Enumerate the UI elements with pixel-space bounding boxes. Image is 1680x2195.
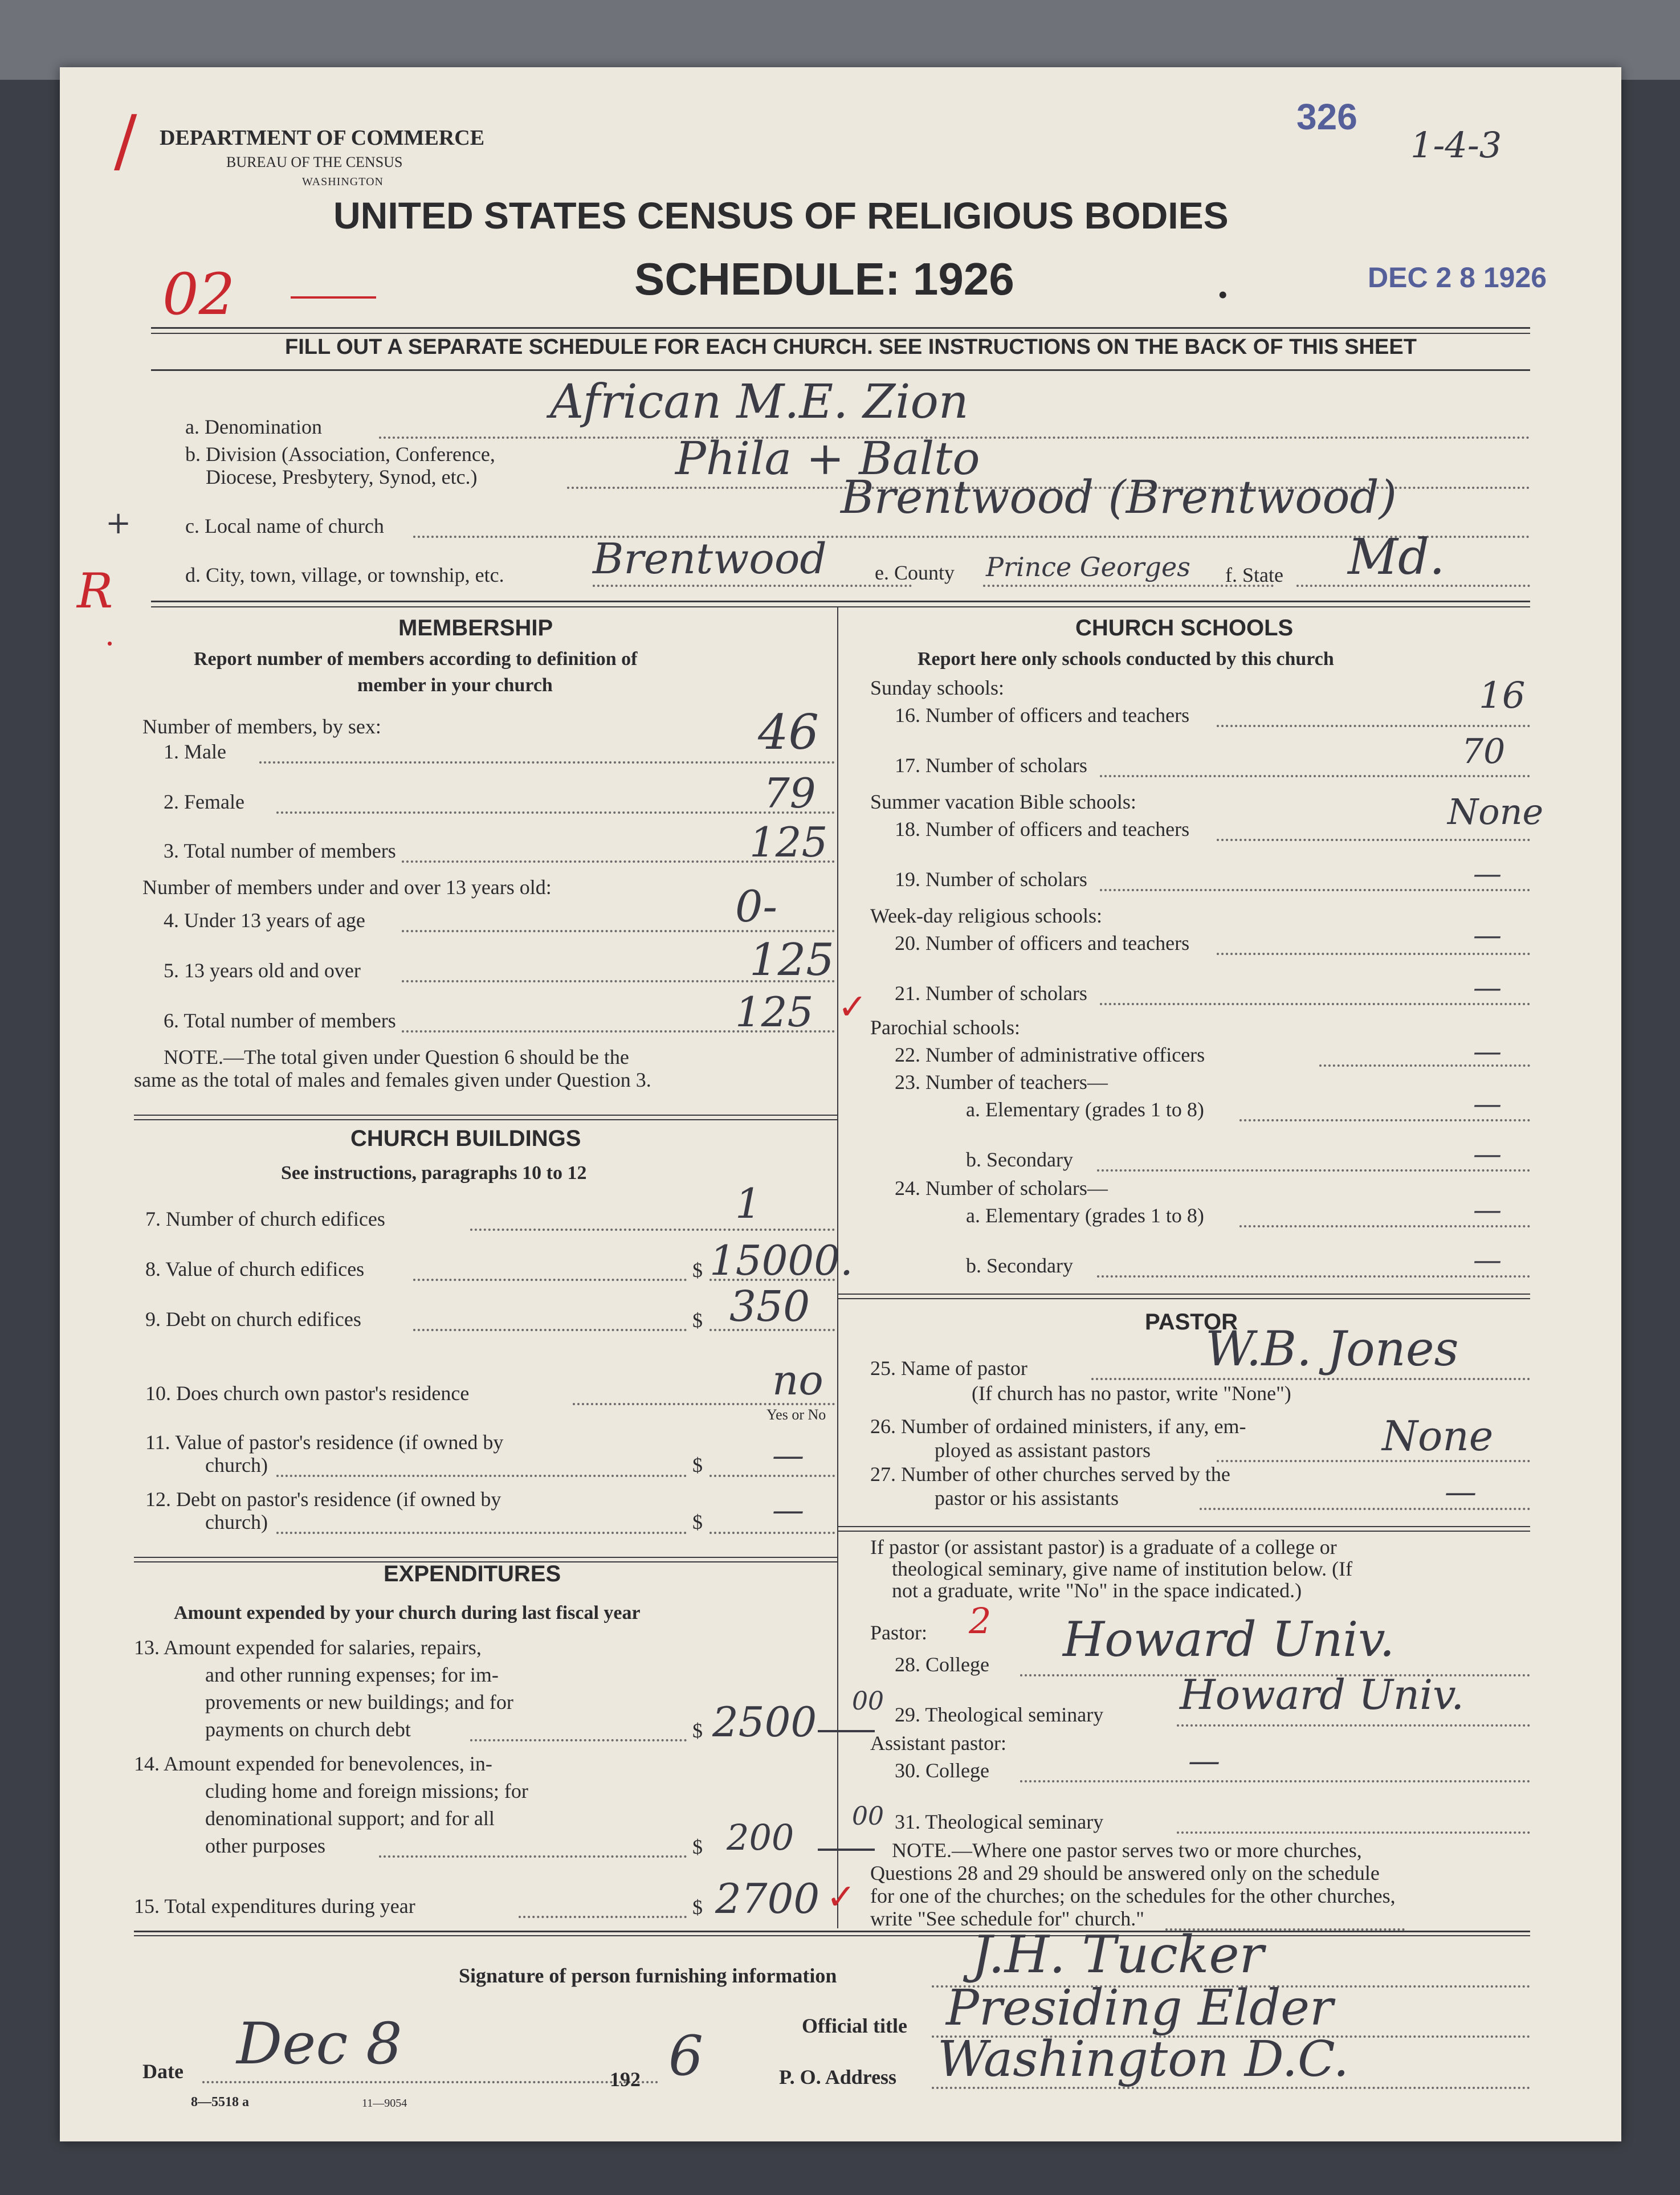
q11-dollar: $ [692,1454,703,1476]
rule-pastor-top-2 [837,1298,1530,1299]
q20-value: — [1473,919,1502,952]
date-value: Dec 8 [236,2010,402,2077]
q30-line [1020,1780,1530,1782]
q13-stroke [818,1730,875,1732]
received-date-stamp: DEC 2 8 1926 [1368,262,1547,293]
q22-label: 22. Number of administrative officers [895,1043,1205,1066]
division-label-2: Diocese, Presbytery, Synod, etc.) [206,466,478,488]
department-label: DEPARTMENT OF COMMERCE [160,126,485,150]
q7-line [470,1229,835,1231]
margin-plus-mark: + [105,505,132,541]
rule-footer-1 [134,1931,1530,1932]
q27-value: — [1445,1474,1477,1511]
q6-check-mark: ✓ [838,988,867,1027]
q25-label: 25. Name of pastor [870,1357,1027,1380]
q14-dollar: $ [692,1835,703,1858]
q26-value: None [1382,1412,1494,1460]
q19-label: 19. Number of scholars [895,868,1087,891]
rule-pastor-top [837,1294,1530,1295]
q1-label: 1. Male [164,740,226,763]
q24b-label: b. Secondary [966,1254,1073,1277]
q3-label: 3. Total number of members [164,839,396,862]
q31-line [1177,1831,1530,1834]
q22-value: — [1473,1035,1502,1068]
q7-label: 7. Number of church edifices [145,1207,385,1230]
q4-value: 0- [735,881,778,932]
q5-label: 5. 13 years old and over [164,959,361,982]
margin-dot-mark: . [105,615,114,652]
q8-label: 8. Value of church edifices [145,1258,365,1280]
pastor-note-3: for one of the churches; on the schedules for the other churches, [870,1884,1396,1907]
q5-value: 125 [749,935,834,986]
q2-label: 2. Female [164,790,244,813]
q15-value: 2700 [715,1875,820,1923]
q24a-label: a. Elementary (grades 1 to 8) [966,1204,1204,1227]
q15-line [519,1916,687,1918]
buildings-sub: See instructions, paragraphs 10 to 12 [281,1162,587,1184]
q15-dollar: $ [692,1896,703,1919]
q14-label: 14. Amount expended for benevolences, in- [134,1752,492,1775]
q29-label: 29. Theological seminary [895,1703,1104,1726]
q26-label-2: ployed as assistant pastors [935,1439,1151,1462]
margin-r-mark: R [77,563,113,619]
pastor-red-mark: 2 [969,1600,992,1642]
q29-line [1177,1724,1530,1727]
q16-value: 16 [1479,675,1526,717]
year-value: 6 [668,2024,704,2088]
rule-graduate-top-2 [837,1531,1530,1532]
form-number: 8—5518 a [191,2095,249,2110]
q13-value: 2500 [712,1698,817,1746]
q18-value: None [1447,791,1544,833]
county-label: e. County [875,561,955,584]
census-schedule-sheet [60,67,1621,2141]
q23b-value: — [1473,1137,1502,1170]
q18-label: 18. Number of officers and teachers [895,818,1190,841]
q19-line [1100,889,1530,891]
q13-dollar: $ [692,1719,703,1742]
denomination-value: African M.E. Zion [550,375,969,429]
po-address-label: P. O. Address [779,2066,897,2088]
sunday-schools-label: Sunday schools: [870,676,1005,699]
q13-label-2: and other running expenses; for im- [205,1663,499,1686]
graduate-instruction-2: theological seminary, give name of institution below. (If [892,1557,1353,1580]
q2-value: 79 [764,769,816,817]
q17-value: 70 [1462,732,1506,772]
rule-mid-1 [151,601,1530,602]
q12-label: 12. Debt on pastor's residence (if owned by [145,1488,501,1511]
q23b-label: b. Secondary [966,1148,1073,1171]
q18-line [1217,839,1530,841]
division-value: Phila + Balto [675,432,980,485]
rule-top-3 [151,369,1530,371]
red-code-stroke [291,296,376,299]
official-title-value: Presiding Elder [946,1980,1334,2037]
graduate-instruction-1: If pastor (or assistant pastor) is a graduate of a college or [870,1536,1337,1558]
q16-line [1217,725,1530,727]
yes-no-caption: Yes or No [766,1406,826,1423]
q25-note: (If church has no pastor, write "None") [972,1382,1291,1405]
q24-label: 24. Number of scholars— [895,1177,1108,1200]
q11-line [276,1475,687,1477]
membership-sub-1: Report number of members according to definition of [194,648,638,670]
q20-label: 20. Number of officers and teachers [895,932,1190,954]
q10-label: 10. Does church own pastor's residence [145,1382,470,1405]
membership-heading: MEMBERSHIP [398,615,553,640]
q14-label-2: cluding home and foreign missions; for [205,1780,528,1802]
expenditures-heading: EXPENDITURES [384,1561,561,1586]
q15-label: 15. Total expenditures during year [134,1895,415,1917]
q30-value: — [1188,1743,1220,1780]
q14-line [379,1855,687,1858]
q6-value: 125 [735,988,814,1036]
form-title: UNITED STATES CENSUS OF RELIGIOUS BODIES [333,194,1229,236]
q15-check-mark: ✓ [826,1878,856,1917]
rule-buildings-top-2 [134,1119,837,1120]
instruction-line: FILL OUT A SEPARATE SCHEDULE FOR EACH CHURCH. SEE INSTRUCTIONS ON THE BACK OF THIS SHEET [285,335,1417,359]
schedule-year: SCHEDULE: 1926 [634,254,1014,304]
q6-label: 6. Total number of members [164,1009,396,1032]
city-label: WASHINGTON [302,176,384,188]
year-prefix: 192 [610,2068,641,2091]
pastor-sub-label: Pastor: [870,1621,928,1644]
q12-label-2: church) [205,1511,268,1533]
q23b-line [1097,1169,1530,1172]
q4-label: 4. Under 13 years of age [164,909,365,932]
membership-sub-2: member in your church [357,675,553,696]
q25-line [1091,1378,1530,1380]
po-address-value: Washington D.C. [937,2031,1349,2088]
city-line [593,585,912,587]
q11-label: 11. Value of pastor's residence (if owned by [145,1431,504,1454]
hand-code: 1-4-3 [1410,124,1502,166]
division-label: b. Division (Association, Conference, [185,443,495,466]
q12-value: — [772,1492,804,1529]
parochial-schools-label: Parochial schools: [870,1016,1020,1039]
q10-value: no [772,1356,823,1404]
q8-line [413,1279,687,1281]
q24a-value: — [1473,1193,1502,1226]
schools-heading: CHURCH SCHOOLS [1075,615,1294,640]
pastor-note-1: NOTE.—Where one pastor serves two or more churches, [892,1839,1362,1862]
q11-label-2: church) [205,1454,268,1476]
stamp-number: 326 [1296,96,1357,137]
pastor-note-2: Questions 28 and 29 should be answered only on the schedule [870,1862,1380,1884]
q16-label: 16. Number of officers and teachers [895,704,1190,727]
q21-line [1100,1003,1530,1005]
county-value: Prince Georges [986,552,1190,582]
church-name-value: Brentwood (Brentwood) [841,471,1397,524]
q23a-value: — [1473,1087,1502,1120]
bureau-label: BUREAU OF THE CENSUS [226,154,403,170]
q29-value: Howard Univ. [1180,1671,1465,1719]
pastor-note-4: write "See schedule for" church." [870,1907,1144,1930]
q2-line [276,811,835,814]
q17-line [1100,775,1530,777]
rule-footer-2 [134,1935,1530,1936]
graduate-instruction-3: not a graduate, write "No" in the space indicated.) [892,1579,1302,1602]
q9-value: 350 [729,1282,810,1331]
rule-top-1 [151,327,1530,329]
buildings-heading: CHURCH BUILDINGS [350,1126,581,1151]
q13-label-3: provements or new buildings; and for [205,1691,513,1713]
signature-label: Signature of person furnishing information [459,1964,837,1987]
q9-line [413,1329,687,1331]
print-number: 11—9054 [362,2097,407,2110]
q26-line [1217,1460,1530,1462]
q31-label: 31. Theological seminary [895,1810,1104,1833]
date-label: Date [142,2060,184,2083]
q8-value: 15000. [709,1237,853,1284]
q13-label-4: payments on church debt [205,1718,411,1741]
q9-label: 9. Debt on church edifices [145,1308,361,1331]
q1-value: 46 [758,704,819,760]
q13-label: 13. Amount expended for salaries, repairs, [134,1636,482,1659]
red-code: 02 [162,261,235,328]
q30-label: 30. College [895,1759,989,1782]
q27-label: 27. Number of other churches served by the [870,1463,1230,1486]
pastor-heading: PASTOR [1145,1309,1238,1335]
q25-value: W.B. Jones [1205,1321,1459,1377]
q14-value: 200 [727,1817,794,1858]
church-name-label: c. Local name of church [185,515,384,537]
membership-note-2: same as the total of males and females given under Question 3. [134,1068,651,1091]
q7-value: 1 [735,1180,761,1227]
q14-stroke [818,1849,875,1851]
q3-value: 125 [749,818,828,866]
q21-label: 21. Number of scholars [895,982,1087,1005]
schools-sub: Report here only schools conducted by this church [918,648,1334,670]
q17-label: 17. Number of scholars [895,754,1087,777]
q12-line [276,1532,687,1534]
q11-value: — [772,1437,804,1474]
assistant-pastor-label: Assistant pastor: [870,1732,1006,1755]
q1-line [259,761,835,764]
weekday-schools-label: Week-day religious schools: [870,904,1103,927]
q27-line [1200,1508,1530,1510]
q12-dollar: $ [692,1511,703,1533]
q8-dollar: $ [692,1259,703,1282]
state-label: f. State [1225,564,1283,586]
q12-value-line [709,1532,835,1534]
members-by-sex-label: Number of members, by sex: [142,715,381,738]
rule-graduate-top [837,1526,1530,1527]
rule-top-2 [151,333,1530,334]
q11-value-line [709,1475,835,1477]
q28-label: 28. College [895,1653,989,1676]
q9-dollar: $ [692,1309,703,1332]
q26-label: 26. Number of ordained ministers, if any, em- [870,1415,1246,1438]
rule-expenditures-top [134,1557,837,1558]
q14-label-3: denominational support; and for all [205,1807,495,1830]
q13-line [470,1739,687,1741]
signature-value: J.H. Tucker [972,1925,1264,1985]
city-value: Brentwood [593,535,827,584]
q20-line [1217,953,1530,955]
q23a-label: a. Elementary (grades 1 to 8) [966,1098,1204,1121]
city-field-label: d. City, town, village, or township, etc. [185,564,504,586]
rule-buildings-top [134,1115,837,1116]
q23-label: 23. Number of teachers— [895,1071,1108,1094]
q27-label-2: pastor or his assistants [935,1487,1119,1509]
red-check-mark: / [114,101,137,181]
membership-note-1: NOTE.—The total given under Question 6 should be the [164,1046,629,1068]
denomination-label: a. Denomination [185,415,322,438]
q19-value: — [1473,857,1502,890]
title-dot: • [1218,279,1228,311]
age-group-label: Number of members under and over 13 years old: [142,876,552,899]
q13-cents: 00 [852,1687,884,1716]
summer-schools-label: Summer vacation Bible schools: [870,790,1136,813]
expenditures-sub: Amount expended by your church during last fiscal year [174,1602,641,1623]
q24b-line [1097,1275,1530,1278]
official-title-label: Official title [802,2014,907,2037]
rule-mid-2 [151,606,1530,607]
date-line [202,2081,658,2083]
q24b-value: — [1473,1243,1502,1276]
q14-cents: 00 [852,1802,884,1831]
q28-value: Howard Univ. [1063,1611,1395,1667]
q21-value: — [1473,971,1502,1004]
q14-label-4: other purposes [205,1834,325,1857]
state-value: Md. [1348,529,1445,586]
